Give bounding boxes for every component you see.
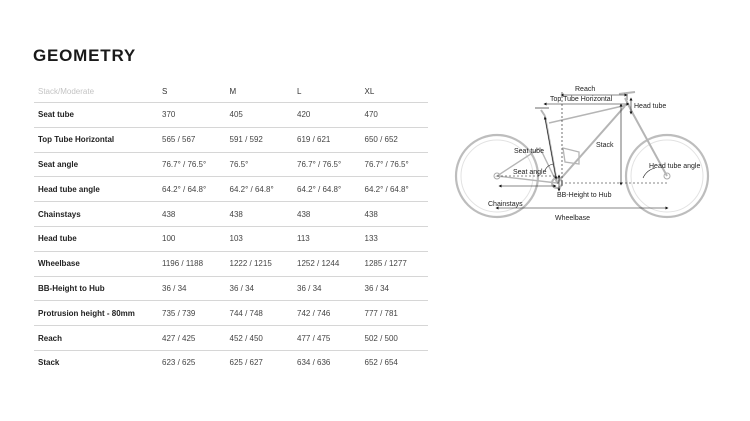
cell-value: 438	[361, 202, 429, 227]
table-row	[34, 202, 428, 227]
cell-value: 565 / 567	[158, 127, 226, 152]
row-label: Protrusion height - 80mm	[34, 301, 158, 326]
cell-value: 438	[226, 202, 294, 227]
size-header-m: M	[226, 80, 294, 103]
table-row	[34, 326, 428, 351]
cell-value: 623 / 625	[162, 358, 196, 368]
table-row	[34, 127, 428, 152]
cell-value: 652 / 654	[364, 358, 398, 368]
cell-value: 1196 / 1188	[158, 251, 226, 276]
bike-geometry-diagram	[445, 78, 730, 228]
diagram-label-reach: Reach	[575, 86, 596, 93]
geometry-table	[34, 80, 428, 375]
cell-value: 777 / 781	[361, 301, 429, 326]
cell-value: 405	[226, 103, 294, 128]
cell-value: 470	[361, 103, 429, 128]
cell-value: 735 / 739	[158, 301, 226, 326]
cell-value: 625 / 627	[229, 358, 263, 368]
row-label: Wheelbase	[34, 251, 158, 276]
row-label: Head tube angle	[34, 177, 158, 202]
cell-value: 64.2° / 64.8°	[293, 177, 361, 202]
row-label: Seat angle	[34, 152, 158, 177]
size-header-s: S	[158, 80, 226, 103]
diagram-label-bb-height: BB-Height to Hub	[557, 192, 612, 199]
cell-value: 76.7° / 76.5°	[158, 152, 226, 177]
cell-value: 634 / 636	[297, 358, 331, 368]
cell-value: 1252 / 1244	[293, 251, 361, 276]
cell-value: 477 / 475	[293, 326, 361, 351]
cell-value: 619 / 621	[293, 127, 361, 152]
table-row	[34, 226, 428, 251]
row-label: Reach	[34, 326, 158, 351]
size-header-xl: XL	[361, 80, 429, 103]
cell-value: 1222 / 1215	[226, 251, 294, 276]
row-label: Stack	[38, 358, 60, 368]
cell-value: 742 / 746	[293, 301, 361, 326]
table-row	[34, 276, 428, 301]
diagram-label-top-tube: Top Tube Horizontal	[550, 96, 613, 103]
diagram-label-head-tube-angle: Head tube angle	[649, 163, 701, 170]
diagram-label-seat-angle: Seat angle	[513, 169, 547, 176]
cell-value: 76.5°	[226, 152, 294, 177]
table-row	[34, 103, 428, 128]
cell-value: 100	[158, 226, 226, 251]
table-row	[34, 177, 428, 202]
table-row	[34, 350, 428, 374]
cell-value: 591 / 592	[226, 127, 294, 152]
cell-value: 502 / 500	[361, 326, 429, 351]
row-label: Chainstays	[34, 202, 158, 227]
row-label: Seat tube	[34, 103, 158, 128]
cell-value: 650 / 652	[361, 127, 429, 152]
cell-value: 36 / 34	[158, 276, 226, 301]
table-row	[34, 152, 428, 177]
cell-value: 64.2° / 64.8°	[158, 177, 226, 202]
cell-value: 64.2° / 64.8°	[361, 177, 429, 202]
cell-value: 76.7° / 76.5°	[361, 152, 429, 177]
table-header-row	[34, 80, 428, 103]
cell-value: 427 / 425	[158, 326, 226, 351]
cell-value: 438	[293, 202, 361, 227]
diagram-label-seat-tube: Seat tube	[514, 148, 544, 155]
diagram-label-head-tube: Head tube	[634, 103, 667, 110]
row-label: Top Tube Horizontal	[34, 127, 158, 152]
header-label: Stack/Moderate	[34, 80, 158, 103]
cell-value: 64.2° / 64.8°	[226, 177, 294, 202]
page-title: GEOMETRY	[33, 46, 137, 65]
cell-value: 113	[293, 226, 361, 251]
cell-value: 420	[293, 103, 361, 128]
cell-value: 1285 / 1277	[361, 251, 429, 276]
diagram-label-chainstays: Chainstays	[488, 201, 523, 208]
cell-value: 452 / 450	[226, 326, 294, 351]
diagram-label-wheelbase: Wheelbase	[555, 215, 591, 222]
cell-value: 370	[158, 103, 226, 128]
table-row	[34, 301, 428, 326]
diagram-label-stack: Stack	[596, 142, 614, 149]
cell-value: 36 / 34	[361, 276, 429, 301]
cell-value: 36 / 34	[226, 276, 294, 301]
size-header-l: L	[293, 80, 361, 103]
cell-value: 133	[361, 226, 429, 251]
cell-value: 438	[158, 202, 226, 227]
row-label: BB-Height to Hub	[34, 276, 158, 301]
cell-value: 36 / 34	[293, 276, 361, 301]
cell-value: 744 / 748	[226, 301, 294, 326]
table-row	[34, 251, 428, 276]
cell-value: 103	[226, 226, 294, 251]
row-label: Head tube	[34, 226, 158, 251]
cell-value: 76.7° / 76.5°	[293, 152, 361, 177]
